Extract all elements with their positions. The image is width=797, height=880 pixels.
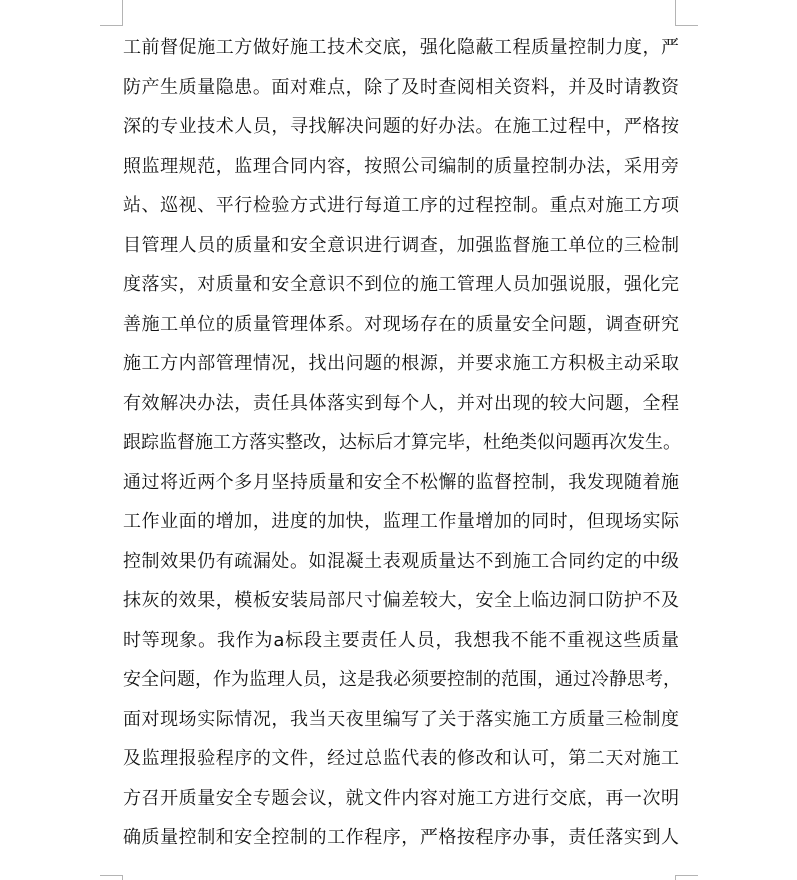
text-line: 有效解决办法，责任具体落实到每个人，并对出现的较大问题，全程 bbox=[123, 392, 679, 414]
text-line: 面对现场实际情况，我当天夜里编写了关于落实施工方质量三检制度 bbox=[123, 708, 679, 730]
text-line: 时等现象。我作为a标段主要责任人员，我想我不能不重视这些质量 bbox=[123, 629, 679, 651]
text-line: 照监理规范，监理合同内容，按照公司编制的质量控制办法，采用旁 bbox=[123, 155, 679, 177]
text-line: 跟踪监督施工方落实整改，达标后才算完毕，杜绝类似问题再次发生。 bbox=[123, 432, 681, 453]
margin-corner-bottom-right bbox=[675, 875, 698, 880]
margin-corner-top-right bbox=[675, 0, 698, 26]
text-line: 通过将近两个多月坚持质量和安全不松懈的监督控制，我发现随着施 bbox=[123, 471, 679, 493]
text-line: 方召开质量安全专题会议，就文件内容对施工方进行交底，再一次明 bbox=[123, 787, 679, 809]
text-line: 施工方内部管理情况，找出问题的根源，并要求施工方积极主动采取 bbox=[123, 353, 679, 374]
document-body[interactable] bbox=[123, 28, 679, 858]
text-line: 抹灰的效果，模板安装局部尺寸偏差较大，安全上临边洞口防护不及 bbox=[123, 590, 679, 611]
text-line: 控制效果仍有疏漏处。如混凝土表观质量达不到施工合同约定的中级 bbox=[123, 550, 679, 572]
text-line: 安全问题，作为监理人员，这是我必须要控制的范围，通过冷静思考， bbox=[123, 669, 681, 690]
text-line: 站、巡视、平行检验方式进行每道工序的过程控制。重点对施工方项 bbox=[123, 195, 679, 216]
text-line: 度落实，对质量和安全意识不到位的施工管理人员加强说服，强化完 bbox=[123, 274, 679, 295]
text-line: 及监理报验程序的文件，经过总监代表的修改和认可，第二天对施工 bbox=[123, 748, 679, 769]
margin-corner-top-left bbox=[100, 0, 123, 26]
text-line: 工前督促施工方做好施工技术交底，强化隐蔽工程质量控制力度，严 bbox=[123, 37, 679, 58]
text-line: 深的专业技术人员，寻找解决问题的好办法。在施工过程中，严格按 bbox=[123, 116, 679, 137]
text-line: 目管理人员的质量和安全意识进行调查，加强监督施工单位的三检制 bbox=[123, 234, 679, 256]
text-line: 善施工单位的质量管理体系。对现场存在的质量安全问题，调查研究 bbox=[123, 313, 679, 335]
margin-corner-bottom-left bbox=[100, 875, 123, 880]
text-line: 工作业面的增加，进度的加快，监理工作量增加的同时，但现场实际 bbox=[123, 511, 679, 532]
text-line: 防产生质量隐患。面对难点，除了及时查阅相关资料，并及时请教资 bbox=[123, 76, 679, 98]
text-line: 确质量控制和安全控制的工作程序，严格按程序办事，责任落实到人 bbox=[123, 827, 679, 848]
